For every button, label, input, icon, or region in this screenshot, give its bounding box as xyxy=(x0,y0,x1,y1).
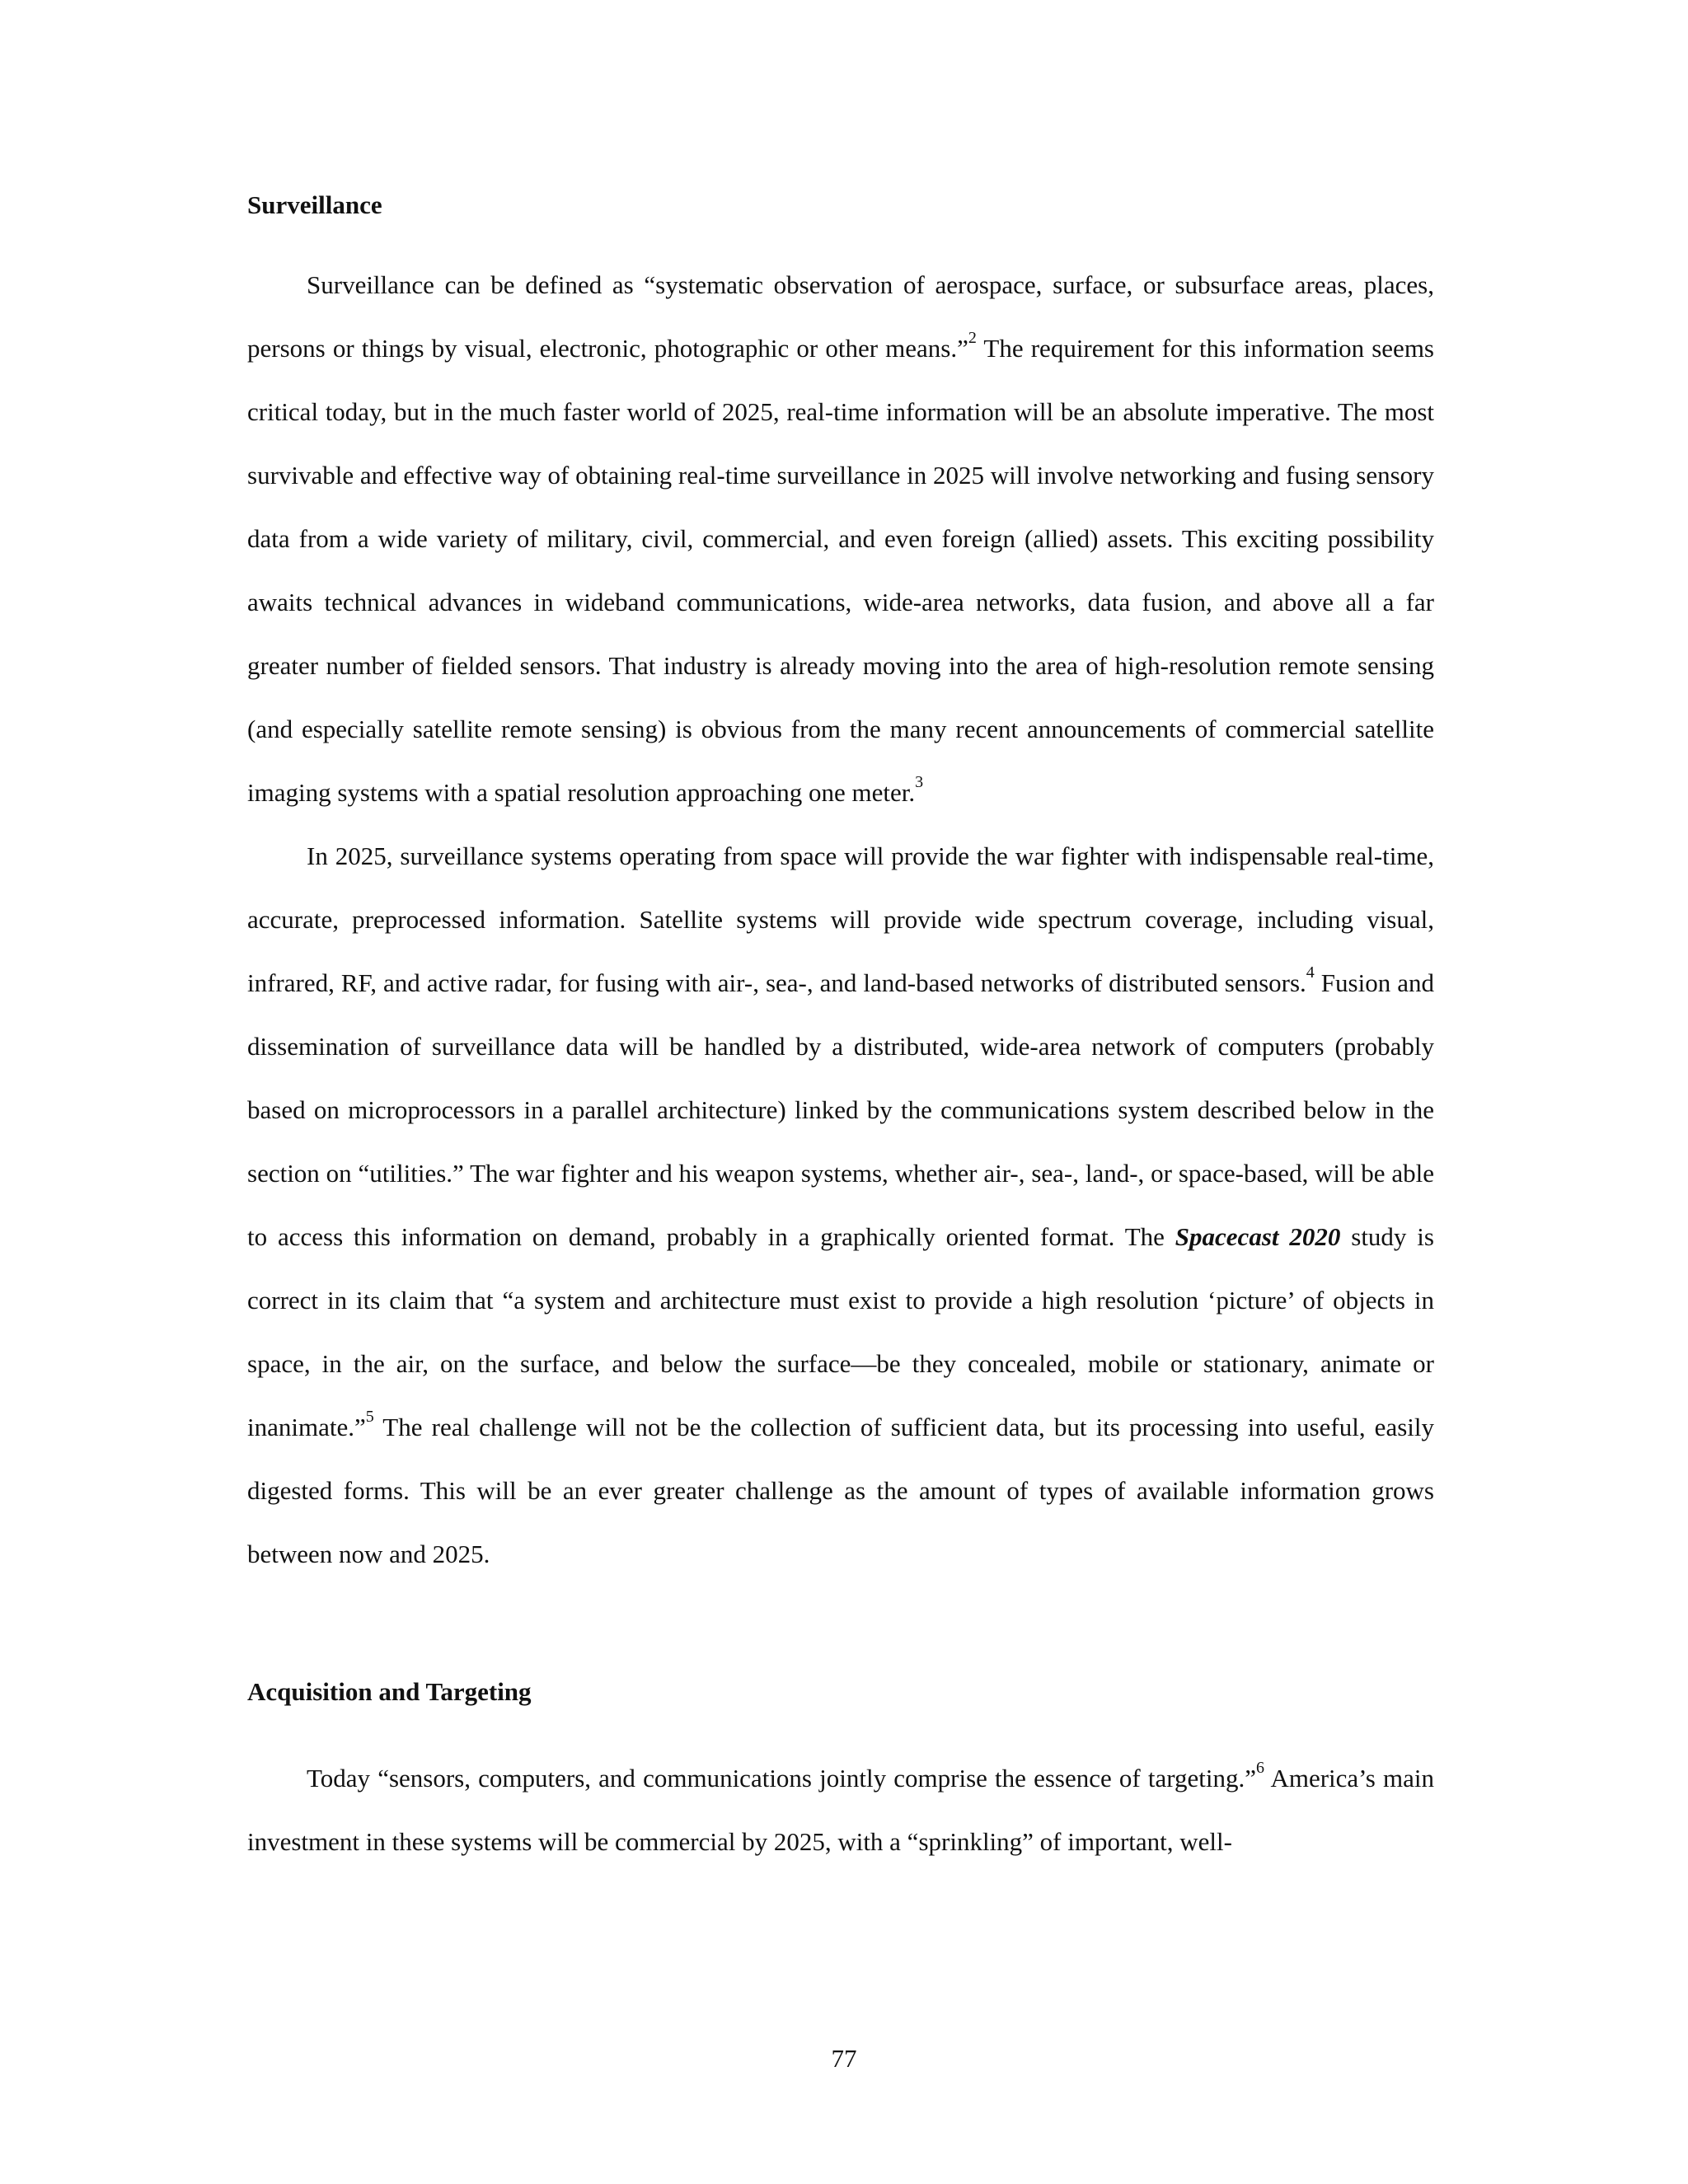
footnote-ref-3[interactable]: 3 xyxy=(915,772,924,791)
section-heading-surveillance: Surveillance xyxy=(247,190,382,219)
paragraph-text: In 2025, surveillance systems operating from space will provide the war fighter with indispensable real-time, accurate, preprocessed information. Satellite systems will provide wide spectrum coverage, including visual, infrared, RF, and active radar, for fusing with air-, sea-, and land-based networks of distributed sensors. xyxy=(247,841,1434,998)
page-number: 77 xyxy=(831,2044,857,2073)
paragraph-text: The real challenge will not be the collection of sufficient data, but its processing into useful, easily digested forms. This will be an ever greater challenge as the amount of types of available information grows between now and 2025. xyxy=(247,1413,1434,1569)
footnote-ref-5[interactable]: 5 xyxy=(365,1407,374,1426)
paragraph-text: Today “sensors, computers, and communications jointly comprise the essence of targeting.” xyxy=(307,1764,1257,1793)
study-title-emphasis: Spacecast 2020 xyxy=(1175,1222,1341,1252)
footnote-ref-6[interactable]: 6 xyxy=(1256,1759,1265,1778)
paragraph-text: study is correct in its claim that “a system and architecture must exist to provide a high resolution ‘picture’ of objects in space, in the air, on the surface, and below the surface—be they concealed, mobile or stationary, animate or inanimate.” xyxy=(247,1222,1434,1442)
paragraph-surveillance-2025 xyxy=(247,824,1434,1586)
footnote-ref-4[interactable]: 4 xyxy=(1306,963,1315,982)
paragraph-text: Fusion and dissemination of surveillance data will be handled by a distributed, wide-area network of computers (probably based on microprocessors in a parallel architecture) linked by the communications system described below in the section on “utilities.” The war fighter and his weapon systems, whether air-, sea-, land-, or space-based, will be able to access this information on demand, probably in a graphically oriented format. The xyxy=(247,968,1434,1252)
paragraph-acquisition xyxy=(247,1746,1434,1873)
paragraph-text: Surveillance can be defined as “systematic observation of aerospace, surface, or subsurface areas, places, persons or things by visual, electronic, photographic or other means.” xyxy=(247,270,1434,363)
document-page xyxy=(247,190,1434,1873)
footnote-ref-2[interactable]: 2 xyxy=(968,328,977,347)
paragraph-text: The requirement for this information seems critical today, but in the much faster world of 2025, real-time information will be an absolute imperative. The most survivable and effective way of obtaining real-time surveillance in 2025 will involve networking and fusing sensory data from a wide variety of military, civil, commercial, and even foreign (allied) assets. This exciting possibility awaits technical advances in wideband communications, wide-area networks, data fusion, and above all a far greater number of fielded sensors. That industry is already moving into the area of high-resolution remote sensing (and especially satellite remote sensing) is obvious from the many recent announcements of commercial satellite imaging systems with a spatial resolution approaching one meter. xyxy=(247,334,1434,808)
paragraph-text: America’s main investment in these systems will be commercial by 2025, with a “sprinkling” of important, well- xyxy=(247,1764,1434,1857)
section-heading-acquisition-targeting: Acquisition and Targeting xyxy=(247,1677,532,1707)
paragraph-surveillance-definition xyxy=(247,253,1434,824)
